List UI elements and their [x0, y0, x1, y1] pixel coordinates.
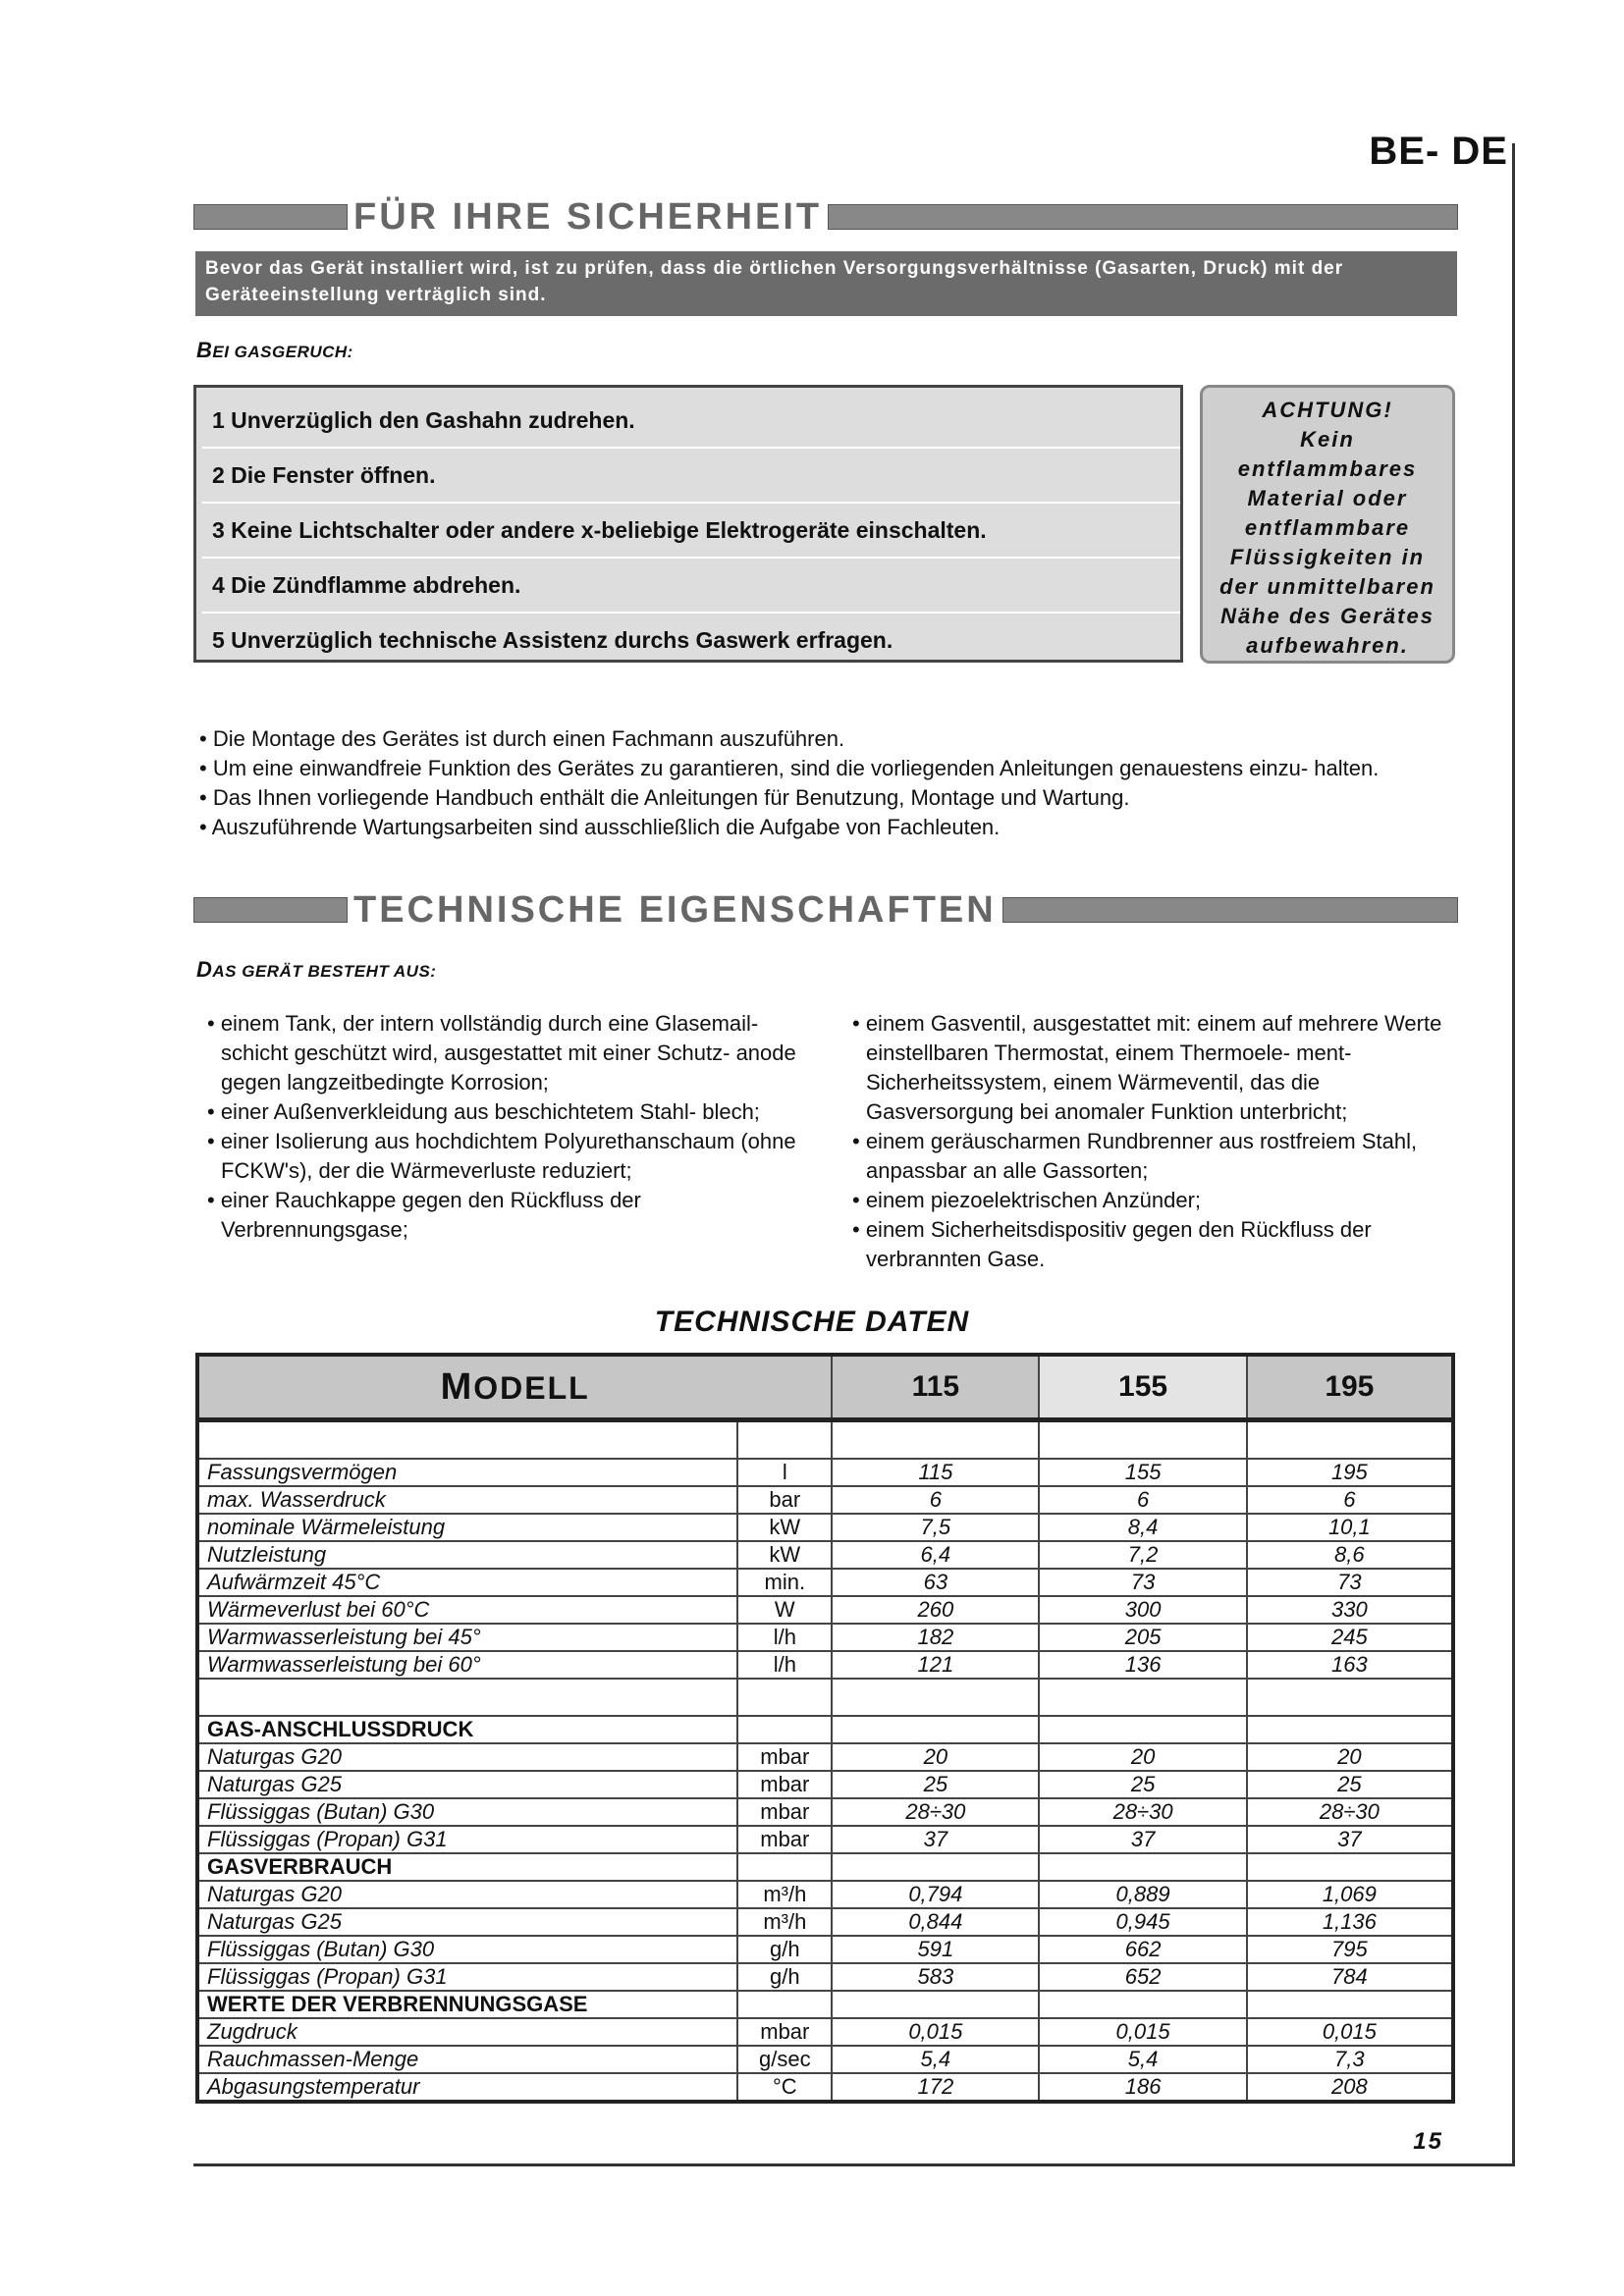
safety-notice: Bevor das Gerät installiert wird, ist zu prüfen, dass die örtlichen Versorgungsverhältnisse (Gasarten, Druck) mit der Geräteeinstellung verträglich sind.	[195, 251, 1457, 316]
table-row	[197, 1486, 1453, 1514]
param-cell: Flüssiggas (Propan) G31	[197, 1963, 737, 1991]
value-cell: 0,015	[1039, 2018, 1246, 2046]
table-row	[197, 1881, 1453, 1908]
table-row	[197, 1596, 1453, 1624]
component-item: • einer Rauchkappe gegen den Rückfluss der Verbrennungsgase;	[207, 1188, 641, 1242]
value-cell: 28÷30	[1039, 1798, 1246, 1826]
param-cell: Zugdruck	[197, 2018, 737, 2046]
step-item: 3 Keine Lichtschalter oder andere x-beliebige Elektrogeräte einschalten.	[202, 504, 1180, 559]
value-cell: 20	[1039, 1743, 1246, 1771]
table-row	[197, 1771, 1453, 1798]
param-cell: Flüssiggas (Butan) G30	[197, 1936, 737, 1963]
value-cell: 795	[1247, 1936, 1453, 1963]
value-cell: 28÷30	[1247, 1798, 1453, 1826]
value-cell: 115	[832, 1459, 1039, 1486]
unit-cell: m³/h	[737, 1881, 832, 1908]
component-item: • einer Isolierung aus hochdichtem Polyurethanschaum (ohne FCKW's), der die Wärmeverluste reduziert;	[207, 1129, 796, 1183]
param-cell: Warmwasserleistung bei 45°	[197, 1624, 737, 1651]
unit-cell: bar	[737, 1486, 832, 1514]
group-label: WERTE DER VERBRENNUNGSGASE	[197, 1991, 737, 2018]
value-cell: 652	[1039, 1963, 1246, 1991]
general-rows	[197, 1459, 1453, 1679]
component-item: • einer Außenverkleidung aus beschichtetem Stahl- blech;	[207, 1099, 760, 1124]
step-item: 2 Die Fenster öffnen.	[202, 449, 1180, 504]
value-cell: 25	[1039, 1771, 1246, 1798]
param-cell: Flüssiggas (Butan) G30	[197, 1798, 737, 1826]
consists-rest: AS GERÄT BESTEHT AUS:	[212, 962, 437, 981]
tech-title: TECHNISCHE EIGENSCHAFTEN	[353, 888, 997, 931]
table-row	[197, 1743, 1453, 1771]
model-195-header: 195	[1247, 1355, 1453, 1420]
warning-line: entflammbares	[1237, 456, 1418, 481]
value-cell: 7,2	[1039, 1541, 1246, 1569]
warning-line: entflammbare	[1244, 515, 1411, 540]
value-cell: 205	[1039, 1624, 1246, 1651]
step-item: 4 Die Zündflamme abdrehen.	[202, 559, 1180, 614]
value-cell: 260	[832, 1596, 1039, 1624]
tech-data-title: TECHNISCHE DATEN	[654, 1306, 970, 1338]
bullet-item: • Das Ihnen vorliegende Handbuch enthält die Anleitungen für Benutzung, Montage und Wartung.	[199, 785, 1130, 810]
table-row	[197, 1459, 1453, 1486]
language-code: BE- DE	[1369, 130, 1508, 173]
param-cell: Naturgas G20	[197, 1743, 737, 1771]
component-item: • einem Tank, der intern vollständig durch eine Glasemail- schicht geschützt wird, ausgestattet mit einer Schutz- anode gegen langzeitbedingte Korrosion;	[207, 1011, 796, 1095]
value-cell: 37	[832, 1826, 1039, 1853]
warning-line: Nähe des Gerätes	[1220, 604, 1435, 628]
flue-rows	[197, 2018, 1453, 2102]
component-item: • einem geräuscharmen Rundbrenner aus rostfreiem Stahl, anpassbar an alle Gassorten;	[852, 1129, 1418, 1183]
tech-data-table	[195, 1353, 1455, 2104]
consists-cap: D	[196, 957, 213, 982]
bullet-item: • Um eine einwandfreie Funktion des Gerätes zu garantieren, sind die vorliegenden Anleitungen genauestens einzu- halten.	[199, 756, 1380, 780]
unit-cell: l	[737, 1459, 832, 1486]
spacer-row	[197, 1420, 1453, 1460]
bullet-item: • Die Montage des Gerätes ist durch einen Fachmann auszuführen.	[199, 726, 845, 751]
value-cell: 155	[1039, 1459, 1246, 1486]
value-cell: 583	[832, 1963, 1039, 1991]
safety-title: FÜR IHRE SICHERHEIT	[353, 195, 823, 238]
header-bar-right	[828, 204, 1458, 230]
header-bar-right	[1002, 897, 1458, 923]
model-header	[197, 1355, 832, 1420]
value-cell: 5,4	[832, 2046, 1039, 2073]
header-bar-left	[193, 204, 348, 230]
unit-cell: g/sec	[737, 2046, 832, 2073]
bullet-item: • Auszuführende Wartungsarbeiten sind ausschließlich die Aufgabe von Fachleuten.	[199, 815, 1001, 839]
components-left-column	[193, 1009, 810, 1245]
gas-smell-rest: EI GASGERUCH:	[212, 343, 353, 361]
component-item: • einem Gasventil, ausgestattet mit: einem auf mehrere Werte einstellbaren Thermostat, einem Thermoele- ment-Sicherheitssystem, einem Wärmeventil, das die Gasversorgung bei anomaler Funktion unterbricht;	[852, 1011, 1442, 1124]
value-cell: 245	[1247, 1624, 1453, 1651]
unit-cell: mbar	[737, 1771, 832, 1798]
unit-cell: mbar	[737, 1798, 832, 1826]
model-115-header: 115	[832, 1355, 1039, 1420]
page-frame-bottom	[193, 2163, 1515, 2166]
table-header-row	[197, 1355, 1453, 1420]
consumption-rows	[197, 1881, 1453, 1991]
param-cell: Fassungsvermögen	[197, 1459, 737, 1486]
component-item: • einem piezoelektrischen Anzünder;	[852, 1188, 1202, 1212]
consists-heading	[196, 957, 436, 983]
value-cell: 73	[1039, 1569, 1246, 1596]
value-cell: 591	[832, 1936, 1039, 1963]
group-row	[197, 1716, 1453, 1743]
value-cell: 6	[1247, 1486, 1453, 1514]
value-cell: 186	[1039, 2073, 1246, 2102]
value-cell: 8,4	[1039, 1514, 1246, 1541]
value-cell: 662	[1039, 1936, 1246, 1963]
warning-line: aufbewahren.	[1246, 633, 1409, 658]
param-cell: Aufwärmzeit 45°C	[197, 1569, 737, 1596]
unit-cell: mbar	[737, 1743, 832, 1771]
param-cell: Abgasungstemperatur	[197, 2073, 737, 2102]
unit-cell: g/h	[737, 1936, 832, 1963]
safety-section-header	[193, 195, 1458, 238]
gas-smell-cap: B	[196, 338, 213, 362]
warning-line: Material oder	[1247, 486, 1408, 510]
model-155-header: 155	[1039, 1355, 1246, 1420]
unit-cell: m³/h	[737, 1908, 832, 1936]
page-frame-right	[1512, 143, 1515, 2165]
warning-line: ACHTUNG!	[1262, 398, 1393, 422]
value-cell: 6	[832, 1486, 1039, 1514]
value-cell: 0,844	[832, 1908, 1039, 1936]
value-cell: 6,4	[832, 1541, 1039, 1569]
table-row	[197, 1541, 1453, 1569]
param-cell: Naturgas G25	[197, 1908, 737, 1936]
param-cell: nominale Wärmeleistung	[197, 1514, 737, 1541]
table-row	[197, 2018, 1453, 2046]
table-row	[197, 1651, 1453, 1679]
unit-cell: g/h	[737, 1963, 832, 1991]
value-cell: 8,6	[1247, 1541, 1453, 1569]
header-bar-left	[193, 897, 348, 923]
component-item: • einem Sicherheitsdispositiv gegen den Rückfluss der verbrannten Gase.	[852, 1217, 1372, 1271]
param-cell: Rauchmassen-Menge	[197, 2046, 737, 2073]
param-cell: Nutzleistung	[197, 1541, 737, 1569]
value-cell: 182	[832, 1624, 1039, 1651]
param-cell: Flüssiggas (Propan) G31	[197, 1826, 737, 1853]
spacer-row	[197, 1679, 1453, 1716]
value-cell: 28÷30	[832, 1798, 1039, 1826]
table-row	[197, 2046, 1453, 2073]
general-bullets	[193, 724, 1460, 842]
group-row	[197, 1853, 1453, 1881]
value-cell: 37	[1247, 1826, 1453, 1853]
value-cell: 121	[832, 1651, 1039, 1679]
table-row	[197, 1624, 1453, 1651]
table-row	[197, 1908, 1453, 1936]
value-cell: 136	[1039, 1651, 1246, 1679]
value-cell: 6	[1039, 1486, 1246, 1514]
value-cell: 1,136	[1247, 1908, 1453, 1936]
value-cell: 5,4	[1039, 2046, 1246, 2073]
value-cell: 25	[832, 1771, 1039, 1798]
value-cell: 0,889	[1039, 1881, 1246, 1908]
table-row	[197, 1514, 1453, 1541]
value-cell: 784	[1247, 1963, 1453, 1991]
value-cell: 25	[1247, 1771, 1453, 1798]
group-label: GASVERBRAUCH	[197, 1853, 737, 1881]
table-row	[197, 1963, 1453, 1991]
value-cell: 172	[832, 2073, 1039, 2102]
param-cell: Warmwasserleistung bei 60°	[197, 1651, 737, 1679]
gas-smell-heading	[196, 338, 353, 363]
warning-box	[1200, 385, 1455, 664]
table-row	[197, 1826, 1453, 1853]
warning-line: Flüssigkeiten in	[1229, 545, 1426, 569]
value-cell: 0,794	[832, 1881, 1039, 1908]
param-cell: max. Wasserdruck	[197, 1486, 737, 1514]
value-cell: 208	[1247, 2073, 1453, 2102]
value-cell: 7,5	[832, 1514, 1039, 1541]
step-item: 5 Unverzüglich technische Assistenz durchs Gaswerk erfragen.	[212, 626, 893, 653]
value-cell: 300	[1039, 1596, 1246, 1624]
table-row	[197, 1569, 1453, 1596]
unit-cell: °C	[737, 2073, 832, 2102]
value-cell: 195	[1247, 1459, 1453, 1486]
model-rest: ODELL	[473, 1369, 590, 1406]
tech-section-header	[193, 888, 1458, 931]
value-cell: 163	[1247, 1651, 1453, 1679]
value-cell: 20	[832, 1743, 1039, 1771]
step-item: 1 Unverzüglich den Gashahn zudrehen.	[202, 394, 1180, 449]
param-cell: Naturgas G20	[197, 1881, 737, 1908]
unit-cell: kW	[737, 1514, 832, 1541]
value-cell: 10,1	[1247, 1514, 1453, 1541]
value-cell: 0,945	[1039, 1908, 1246, 1936]
warning-line: der unmittelbaren	[1219, 574, 1435, 599]
unit-cell: l/h	[737, 1624, 832, 1651]
value-cell: 73	[1247, 1569, 1453, 1596]
value-cell: 20	[1247, 1743, 1453, 1771]
page-number: 15	[1413, 2128, 1443, 2155]
gas-smell-steps	[193, 385, 1183, 663]
unit-cell: min.	[737, 1569, 832, 1596]
group-label: GAS-ANSCHLUSSDRUCK	[197, 1716, 737, 1743]
table-row	[197, 1936, 1453, 1963]
value-cell: 330	[1247, 1596, 1453, 1624]
value-cell: 0,015	[832, 2018, 1039, 2046]
unit-cell: W	[737, 1596, 832, 1624]
group-row	[197, 1991, 1453, 2018]
param-cell: Wärmeverlust bei 60°C	[197, 1596, 737, 1624]
value-cell: 0,015	[1247, 2018, 1453, 2046]
unit-cell: mbar	[737, 1826, 832, 1853]
unit-cell: mbar	[737, 2018, 832, 2046]
unit-cell: kW	[737, 1541, 832, 1569]
value-cell: 63	[832, 1569, 1039, 1596]
warning-line: Kein	[1300, 427, 1355, 452]
param-cell: Naturgas G25	[197, 1771, 737, 1798]
pressure-rows	[197, 1743, 1453, 1853]
value-cell: 7,3	[1247, 2046, 1453, 2073]
table-row	[197, 2073, 1453, 2102]
value-cell: 1,069	[1247, 1881, 1453, 1908]
unit-cell: l/h	[737, 1651, 832, 1679]
model-cap: M	[440, 1365, 474, 1408]
table-row	[197, 1798, 1453, 1826]
components-right-column	[839, 1009, 1455, 1274]
value-cell: 37	[1039, 1826, 1246, 1853]
